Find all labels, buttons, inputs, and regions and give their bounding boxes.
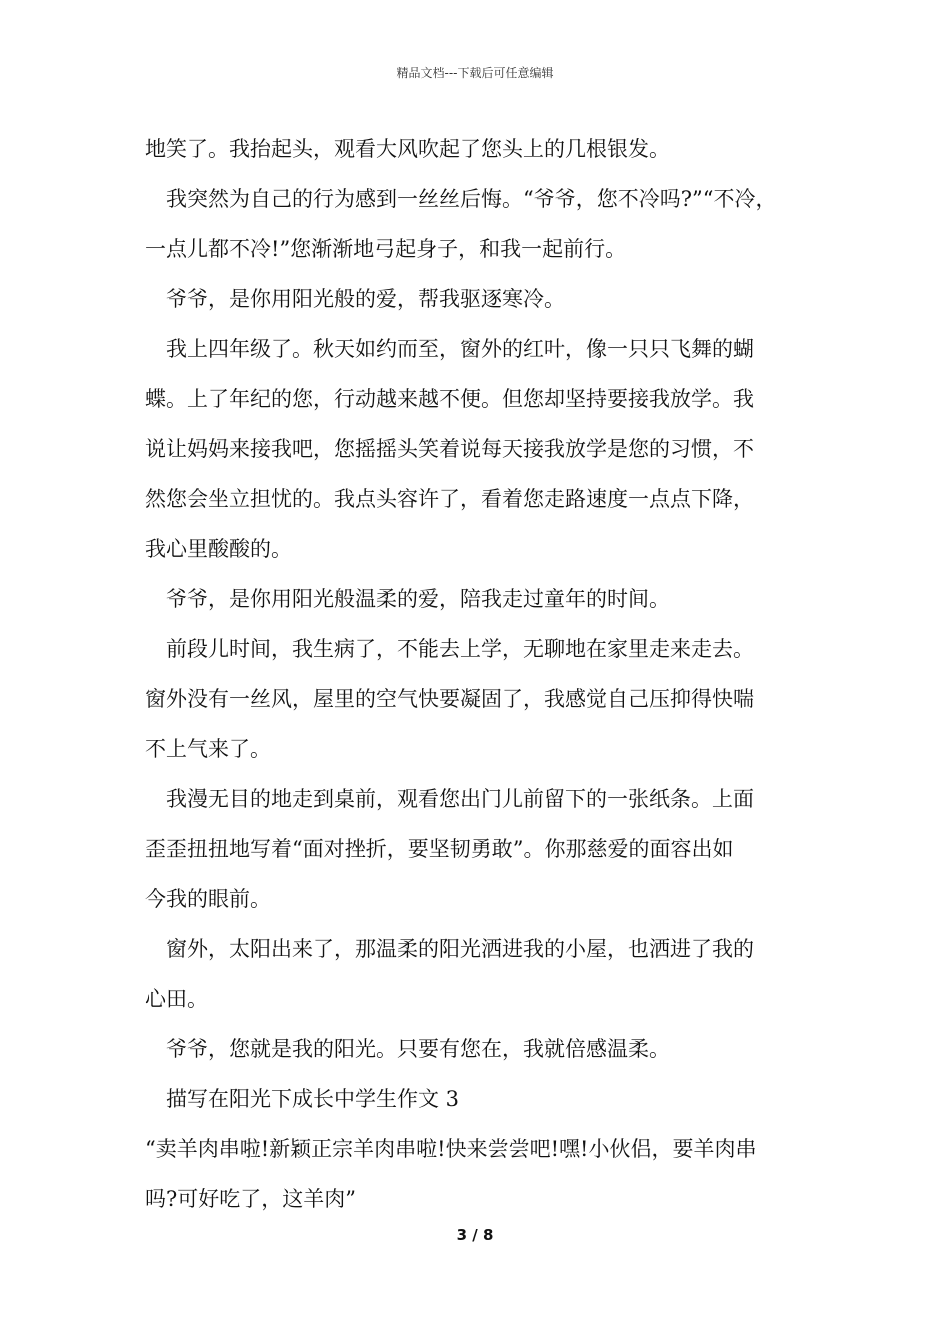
page-header: 精品文档---下载后可任意编辑 <box>396 66 554 80</box>
text-line: 我心里酸酸的。 <box>145 537 292 561</box>
text-line: 然您会坐立担忧的。我点头容许了，看着您走路速度一点点下降， <box>145 487 754 511</box>
text-line: 吗?可好吃了，这羊肉” <box>145 1187 356 1211</box>
text-line: 心田。 <box>145 987 208 1011</box>
text-line: 一点儿都不冷!”您渐渐地弓起身子，和我一起前行。 <box>145 237 627 261</box>
text-line: 歪歪扭扭地写着“面对挫折，要坚韧勇敢”。你那慈爱的面容出如 <box>145 837 734 861</box>
text-line: “卖羊肉串啦!新颖正宗羊肉串啦!快来尝尝吧!嘿!小伙侣，要羊肉串 <box>145 1137 757 1161</box>
text-line: 蝶。上了年纪的您，行动越来越不便。但您却坚持要接我放学。我 <box>145 387 754 411</box>
text-line: 爷爷，是你用阳光般的爱，帮我驱逐寒冷。 <box>166 287 565 311</box>
text-line: 我上四年级了。秋天如约而至，窗外的红叶，像一只只飞舞的蝴 <box>166 337 754 361</box>
text-line: 窗外没有一丝风，屋里的空气快要凝固了，我感觉自己压抑得快喘 <box>145 687 754 711</box>
text-line: 描写在阳光下成长中学生作文 3 <box>166 1087 460 1111</box>
text-line: 我突然为自己的行为感到一丝丝后悔。“爷爷，您不冷吗?”“不冷， <box>166 187 777 211</box>
text-line: 说让妈妈来接我吧，您摇摇头笑着说每天接我放学是您的习惯，不 <box>145 437 754 461</box>
text-line: 不上气来了。 <box>145 737 271 761</box>
page-number: 3 / 8 <box>456 1226 494 1244</box>
text-line: 爷爷，您就是我的阳光。只要有您在，我就倍感温柔。 <box>166 1037 670 1061</box>
document-body <box>145 124 815 1224</box>
text-line: 前段儿时间，我生病了，不能去上学，无聊地在家里走来走去。 <box>166 637 754 661</box>
text-line: 今我的眼前。 <box>145 887 271 911</box>
text-line: 爷爷，是你用阳光般温柔的爱，陪我走过童年的时间。 <box>166 587 670 611</box>
text-line: 我漫无目的地走到桌前，观看您出门儿前留下的一张纸条。上面 <box>166 787 754 811</box>
text-line: 窗外，太阳出来了，那温柔的阳光洒进我的小屋，也洒进了我的 <box>166 937 754 961</box>
text-line: 地笑了。我抬起头，观看大风吹起了您头上的几根银发。 <box>145 137 670 161</box>
